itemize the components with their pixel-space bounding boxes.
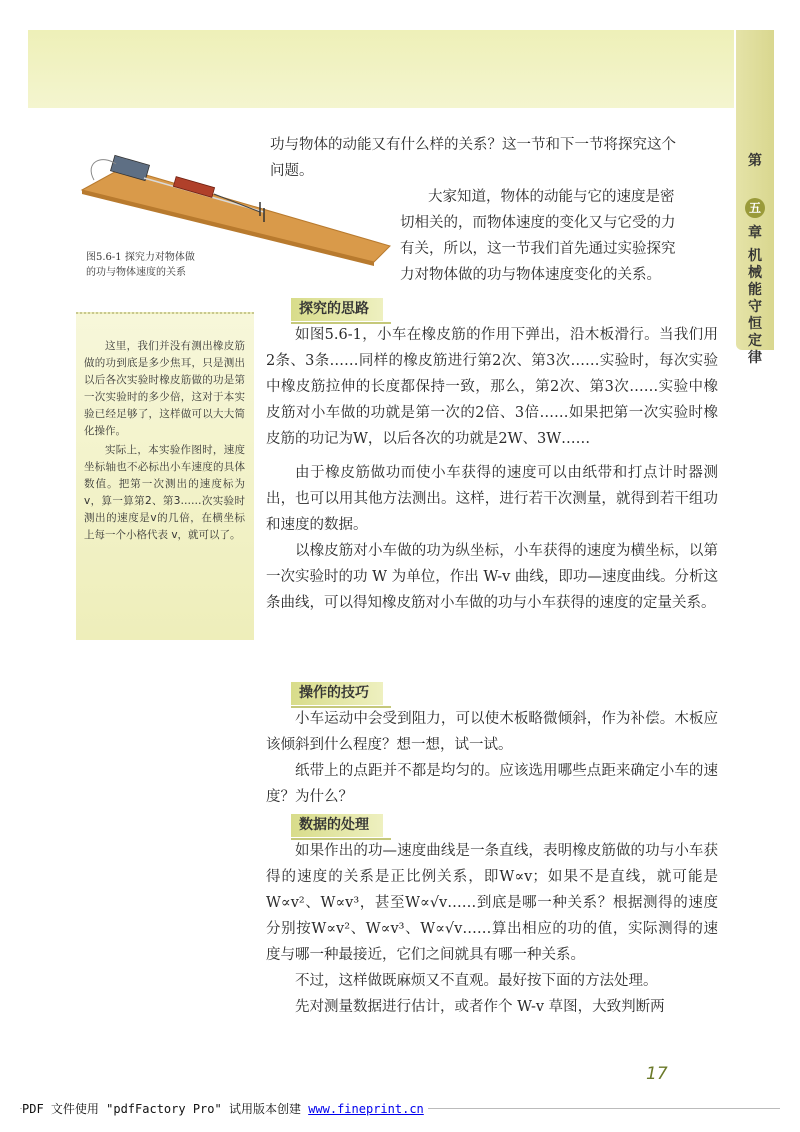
section1-paragraph-2: 由于橡皮筋做功而使小车获得的速度可以由纸带和打点计时器测出，也可以用其他方法测出。这样，进行若干次测量，就得到若干组功和速度的数据。 [266, 465, 718, 533]
section-heading-data: 数据的处理 [291, 814, 383, 837]
figure-caption-line2: 的功与物体速度的关系 [86, 267, 186, 278]
footer-text: PDF 文件使用 "pdfFactory Pro" 试用版本创建 [22, 1102, 301, 1116]
figure-caption-line1: 图5.6-1 探究力对物体做 [86, 252, 195, 263]
chapter-title [736, 248, 774, 367]
intro-p2-line-1: 大家知道，物体的动能与它的速度是密 [428, 189, 675, 205]
section3-body [266, 838, 718, 1020]
intro-line-2: 问题。 [270, 163, 314, 179]
chapter-label-bottom: 章 [748, 225, 762, 241]
chapter-number: 五 [745, 198, 765, 218]
intro-p2-line-3: 有关，所以，这一节我们首先通过实验探究 [400, 241, 676, 257]
sidenote-paragraph-1: 这里，我们并没有测出橡皮筋做的功到底是多少焦耳，只是测出以后各次实验时橡皮筋做的功是第一次实验时的多少倍，这对于本实验已经足够了，这样做可以大大简化操作。 [84, 340, 245, 437]
chapter-title-char: 能 [748, 282, 762, 298]
intro-line-1: 功与物体的动能又有什么样的关系？这一节和下一节将探究这个 [270, 137, 676, 153]
page-number: 17 [646, 1064, 668, 1084]
section2-paragraph-1: 小车运动中会受到阻力，可以使木板略微倾斜，作为补偿。木板应该倾斜到什么程度？想一想，试一试。 [266, 711, 718, 753]
header-band [28, 30, 734, 108]
sidenote-box [76, 312, 254, 640]
figure-caption [86, 250, 236, 280]
intro-p2-line-4: 力对物体做的功与物体速度变化的关系。 [400, 267, 661, 283]
section2-paragraph-2: 纸带上的点距并不都是均匀的。应该选用哪些点距来确定小车的速度？为什么？ [266, 763, 718, 805]
sidenote-paragraph-2: 实际上，本实验作图时，速度坐标轴也不必标出小车速度的具体数值。把第一次测出的速度标为v，算一算第2、第3……次实验时测出的速度是v的几倍，在横坐标上每一个小格代表 v，就可以了。 [84, 444, 245, 541]
section-heading-thinking: 探究的思路 [291, 298, 383, 321]
intro-block [270, 132, 716, 184]
chapter-title-char: 机 [748, 248, 762, 264]
section3-paragraph-3: 先对测量数据进行估计，或者作个 W-v 草图，大致判断两 [295, 999, 665, 1015]
chapter-title-char: 恒 [748, 316, 762, 332]
chapter-title-char: 守 [748, 299, 762, 315]
section3-paragraph-2: 不过，这样做既麻烦又不直观。最好按下面的方法处理。 [295, 973, 658, 989]
footer [22, 1100, 428, 1117]
section1-paragraph-1: 如图5.6-1，小车在橡皮筋的作用下弹出，沿木板滑行。当我们用2条、3条……同样的橡皮筋进行第2次、第3次……实验时，每次实验中橡皮筋拉伸的长度都保持一致，那么，第2次、第3次……实验中橡皮筋对小车做的功就是第一次的2倍、3倍……如果把第一次实验时橡皮筋的功记为W，以后各次的功就是2W、3W…… [266, 327, 718, 447]
section1-paragraph-3: 以橡皮筋对小车做的功为纵坐标，小车获得的速度为横坐标，以第一次实验时的功 W 为单位，作出 W-v 曲线，即功—速度曲线。分析这条曲线，可以得知橡皮筋对小车做的功与小车获得的速度的定量关系。 [266, 543, 718, 611]
intro-paragraph-2 [400, 184, 716, 288]
chapter-title-char: 律 [748, 350, 762, 366]
chapter-label-top: 第 [748, 153, 762, 169]
chapter-tab [736, 30, 774, 366]
chapter-title-char: 定 [748, 333, 762, 349]
section2-body [266, 706, 718, 810]
intro-p2-line-2: 切相关的，而物体速度的变化又与它受的力 [400, 215, 676, 231]
footer-link[interactable]: www.fineprint.cn [308, 1102, 424, 1116]
section1-body [266, 322, 718, 616]
section-heading-technique: 操作的技巧 [291, 682, 383, 705]
chapter-title-char: 械 [748, 265, 762, 281]
section3-paragraph-1: 如果作出的功—速度曲线是一条直线，表明橡皮筋做的功与小车获得的速度的关系是正比例关系，即W∝v；如果不是直线，就可能是W∝v²、W∝v³，甚至W∝√v……到底是哪一种关系？根据测得的速度分别按W∝v²、W∝v³、W∝√v……算出相应的功的值，实际测得的速度与哪一种最接近，它们之间就具有哪一种关系。 [266, 843, 718, 963]
